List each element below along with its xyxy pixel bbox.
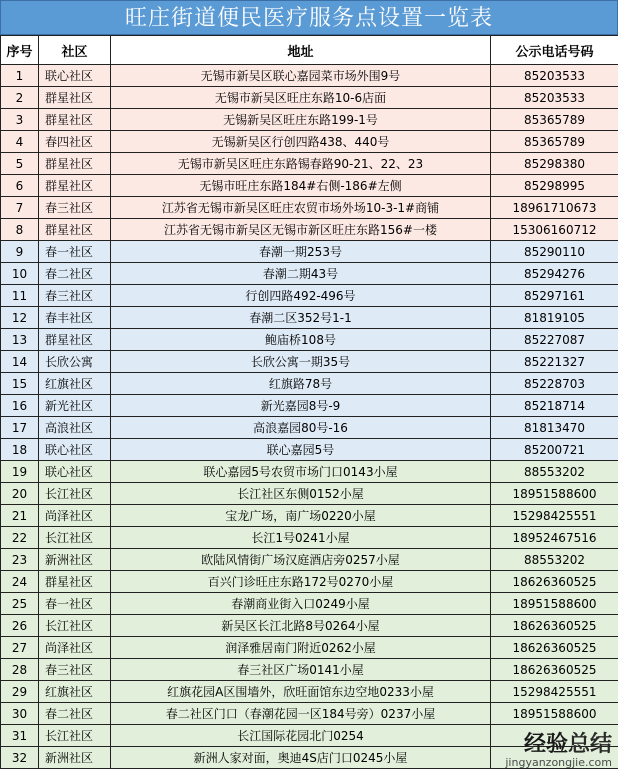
row-community: 长江社区 <box>39 527 111 549</box>
row-address: 润泽雅居南门附近0262小屋 <box>111 637 491 659</box>
row-no: 1 <box>1 65 39 87</box>
row-no: 17 <box>1 417 39 439</box>
table-row <box>1 87 618 109</box>
row-address: 新洲人家对面，奥迪4S店门口0245小屋 <box>111 747 491 769</box>
row-community: 联心社区 <box>39 65 111 87</box>
row-phone: 85221327 <box>491 351 618 373</box>
row-no: 8 <box>1 219 39 241</box>
header-address: 地址 <box>111 36 491 65</box>
row-address: 联心嘉园5号农贸市场门口0143小屋 <box>111 461 491 483</box>
row-no: 9 <box>1 241 39 263</box>
row-phone: 85218714 <box>491 395 618 417</box>
row-no: 6 <box>1 175 39 197</box>
table-row <box>1 637 618 659</box>
row-no: 32 <box>1 747 39 769</box>
header-phone: 公示电话号码 <box>491 36 618 65</box>
row-no: 13 <box>1 329 39 351</box>
row-no: 11 <box>1 285 39 307</box>
row-phone: 18951588600 <box>491 593 618 615</box>
row-phone <box>491 725 618 747</box>
row-no: 25 <box>1 593 39 615</box>
row-address: 红旗路78号 <box>111 373 491 395</box>
row-phone: 18951588600 <box>491 703 618 725</box>
row-address: 欧陆风情街广场汉庭酒店旁0257小屋 <box>111 549 491 571</box>
row-phone: 15306160712 <box>491 219 618 241</box>
row-address: 无锡新吴区旺庄东路199-1号 <box>111 109 491 131</box>
row-community: 新洲社区 <box>39 549 111 571</box>
table-row <box>1 549 618 571</box>
table-row <box>1 395 618 417</box>
row-community: 春四社区 <box>39 131 111 153</box>
row-phone: 18951588600 <box>491 483 618 505</box>
row-address: 联心嘉园5号 <box>111 439 491 461</box>
row-phone: 18952467516 <box>491 527 618 549</box>
row-community: 春二社区 <box>39 263 111 285</box>
service-point-table <box>0 35 618 769</box>
row-community: 春三社区 <box>39 285 111 307</box>
row-phone: 15298425551 <box>491 505 618 527</box>
row-community: 尚泽社区 <box>39 637 111 659</box>
table-row <box>1 373 618 395</box>
table-row <box>1 65 618 87</box>
table-row <box>1 307 618 329</box>
row-phone: 81819105 <box>491 307 618 329</box>
table-row <box>1 417 618 439</box>
row-phone: 85365789 <box>491 109 618 131</box>
watermark-url: jingyanzongjie.com <box>505 756 612 769</box>
row-no: 4 <box>1 131 39 153</box>
row-address: 宝龙广场，南广场0220小屋 <box>111 505 491 527</box>
row-address: 春潮一期253号 <box>111 241 491 263</box>
row-phone: 18626360525 <box>491 637 618 659</box>
table-header-row <box>1 36 618 65</box>
row-phone: 85200721 <box>491 439 618 461</box>
row-community: 高浪社区 <box>39 417 111 439</box>
row-community: 长江社区 <box>39 615 111 637</box>
row-community: 新洲社区 <box>39 747 111 769</box>
table-row <box>1 131 618 153</box>
table-row <box>1 329 618 351</box>
row-no: 3 <box>1 109 39 131</box>
row-phone: 85294276 <box>491 263 618 285</box>
row-no: 2 <box>1 87 39 109</box>
row-community: 群星社区 <box>39 219 111 241</box>
row-community: 长江社区 <box>39 483 111 505</box>
row-community: 群星社区 <box>39 571 111 593</box>
row-no: 15 <box>1 373 39 395</box>
row-no: 7 <box>1 197 39 219</box>
row-community: 长江社区 <box>39 725 111 747</box>
row-community: 新光社区 <box>39 395 111 417</box>
row-community: 联心社区 <box>39 439 111 461</box>
row-address: 无锡市旺庄东路184#右侧-186#左侧 <box>111 175 491 197</box>
row-community: 长欣公寓 <box>39 351 111 373</box>
row-address: 无锡新吴区行创四路438、440号 <box>111 131 491 153</box>
row-no: 21 <box>1 505 39 527</box>
row-address: 长江1号0241小屋 <box>111 527 491 549</box>
row-address: 无锡市新吴区旺庄东路10-6店面 <box>111 87 491 109</box>
table-row <box>1 659 618 681</box>
row-community: 群星社区 <box>39 153 111 175</box>
row-address: 新光嘉园8号-9 <box>111 395 491 417</box>
row-phone: 85290110 <box>491 241 618 263</box>
watermark-text-a: 经验 <box>523 732 568 757</box>
row-community: 春二社区 <box>39 703 111 725</box>
row-phone: 85298380 <box>491 153 618 175</box>
row-phone: 85298995 <box>491 175 618 197</box>
row-address: 无锡市新吴区旺庄东路锡春路90-21、22、23 <box>111 153 491 175</box>
row-address: 长江国际花园北门0254 <box>111 725 491 747</box>
row-community: 群星社区 <box>39 87 111 109</box>
table-row <box>1 571 618 593</box>
row-community: 群星社区 <box>39 109 111 131</box>
row-address: 春潮商业街入口0249小屋 <box>111 593 491 615</box>
row-phone: 18626360525 <box>491 571 618 593</box>
table-row <box>1 439 618 461</box>
row-community: 春丰社区 <box>39 307 111 329</box>
row-address: 高浪嘉园80号-16 <box>111 417 491 439</box>
table-body <box>1 65 618 769</box>
row-address: 百兴门诊旺庄东路172号0270小屋 <box>111 571 491 593</box>
watermark-text-b: 总结 <box>567 732 612 757</box>
row-community: 春一社区 <box>39 593 111 615</box>
row-community: 尚泽社区 <box>39 505 111 527</box>
table-row <box>1 593 618 615</box>
row-no: 28 <box>1 659 39 681</box>
table-row <box>1 615 618 637</box>
row-phone: 18626360525 <box>491 659 618 681</box>
row-phone: 15298425551 <box>491 681 618 703</box>
row-phone: 88553202 <box>491 549 618 571</box>
row-no: 20 <box>1 483 39 505</box>
header-community: 社区 <box>39 36 111 65</box>
row-phone <box>491 747 618 769</box>
row-community: 红旗社区 <box>39 373 111 395</box>
table-row <box>1 219 618 241</box>
header-no: 序号 <box>1 36 39 65</box>
table-row <box>1 241 618 263</box>
row-no: 30 <box>1 703 39 725</box>
row-address: 鲍庙桥108号 <box>111 329 491 351</box>
row-phone: 18626360525 <box>491 615 618 637</box>
row-no: 5 <box>1 153 39 175</box>
row-address: 行创四路492-496号 <box>111 285 491 307</box>
row-address: 春三社区广场0141小屋 <box>111 659 491 681</box>
row-community: 联心社区 <box>39 461 111 483</box>
row-no: 10 <box>1 263 39 285</box>
row-phone: 18961710673 <box>491 197 618 219</box>
row-community: 群星社区 <box>39 329 111 351</box>
row-address: 红旗花园A区围墙外，欣旺面馆东边空地0233小屋 <box>111 681 491 703</box>
row-phone: 85203533 <box>491 65 618 87</box>
table-row <box>1 505 618 527</box>
row-phone: 85228703 <box>491 373 618 395</box>
row-no: 29 <box>1 681 39 703</box>
row-no: 31 <box>1 725 39 747</box>
table-row <box>1 109 618 131</box>
table-row <box>1 285 618 307</box>
row-address: 春潮二区352号1-1 <box>111 307 491 329</box>
table-row <box>1 703 618 725</box>
row-phone: 85297161 <box>491 285 618 307</box>
row-community: 红旗社区 <box>39 681 111 703</box>
row-community: 春三社区 <box>39 659 111 681</box>
row-address: 长江社区东侧0152小屋 <box>111 483 491 505</box>
row-address: 长欣公寓一期35号 <box>111 351 491 373</box>
row-community: 春三社区 <box>39 197 111 219</box>
row-no: 27 <box>1 637 39 659</box>
row-address: 春二社区门口（春潮花园一区184号旁）0237小屋 <box>111 703 491 725</box>
table-row <box>1 175 618 197</box>
row-no: 19 <box>1 461 39 483</box>
table-row <box>1 461 618 483</box>
row-phone: 81813470 <box>491 417 618 439</box>
table-row <box>1 351 618 373</box>
row-no: 22 <box>1 527 39 549</box>
page-title: 旺庄街道便民医疗服务点设置一览表 <box>0 0 618 35</box>
row-community: 春一社区 <box>39 241 111 263</box>
row-address: 江苏省无锡市新吴区无锡市新区旺庄东路156#一楼 <box>111 219 491 241</box>
row-address: 新吴区长江北路8号0264小屋 <box>111 615 491 637</box>
row-community: 群星社区 <box>39 175 111 197</box>
table-row <box>1 681 618 703</box>
row-no: 23 <box>1 549 39 571</box>
row-no: 16 <box>1 395 39 417</box>
row-no: 12 <box>1 307 39 329</box>
row-phone: 85365789 <box>491 131 618 153</box>
row-no: 14 <box>1 351 39 373</box>
row-phone: 85203533 <box>491 87 618 109</box>
table-row <box>1 725 618 747</box>
table-row <box>1 263 618 285</box>
table-row <box>1 483 618 505</box>
table-row <box>1 747 618 769</box>
row-phone: 88553202 <box>491 461 618 483</box>
row-no: 26 <box>1 615 39 637</box>
row-no: 24 <box>1 571 39 593</box>
row-address: 江苏省无锡市新吴区旺庄农贸市场外场10-3-1#商铺 <box>111 197 491 219</box>
row-no: 18 <box>1 439 39 461</box>
table-row <box>1 153 618 175</box>
table-row <box>1 527 618 549</box>
row-phone: 85227087 <box>491 329 618 351</box>
row-address: 无锡市新吴区联心嘉园菜市场外围9号 <box>111 65 491 87</box>
row-address: 春潮二期43号 <box>111 263 491 285</box>
table-row <box>1 197 618 219</box>
